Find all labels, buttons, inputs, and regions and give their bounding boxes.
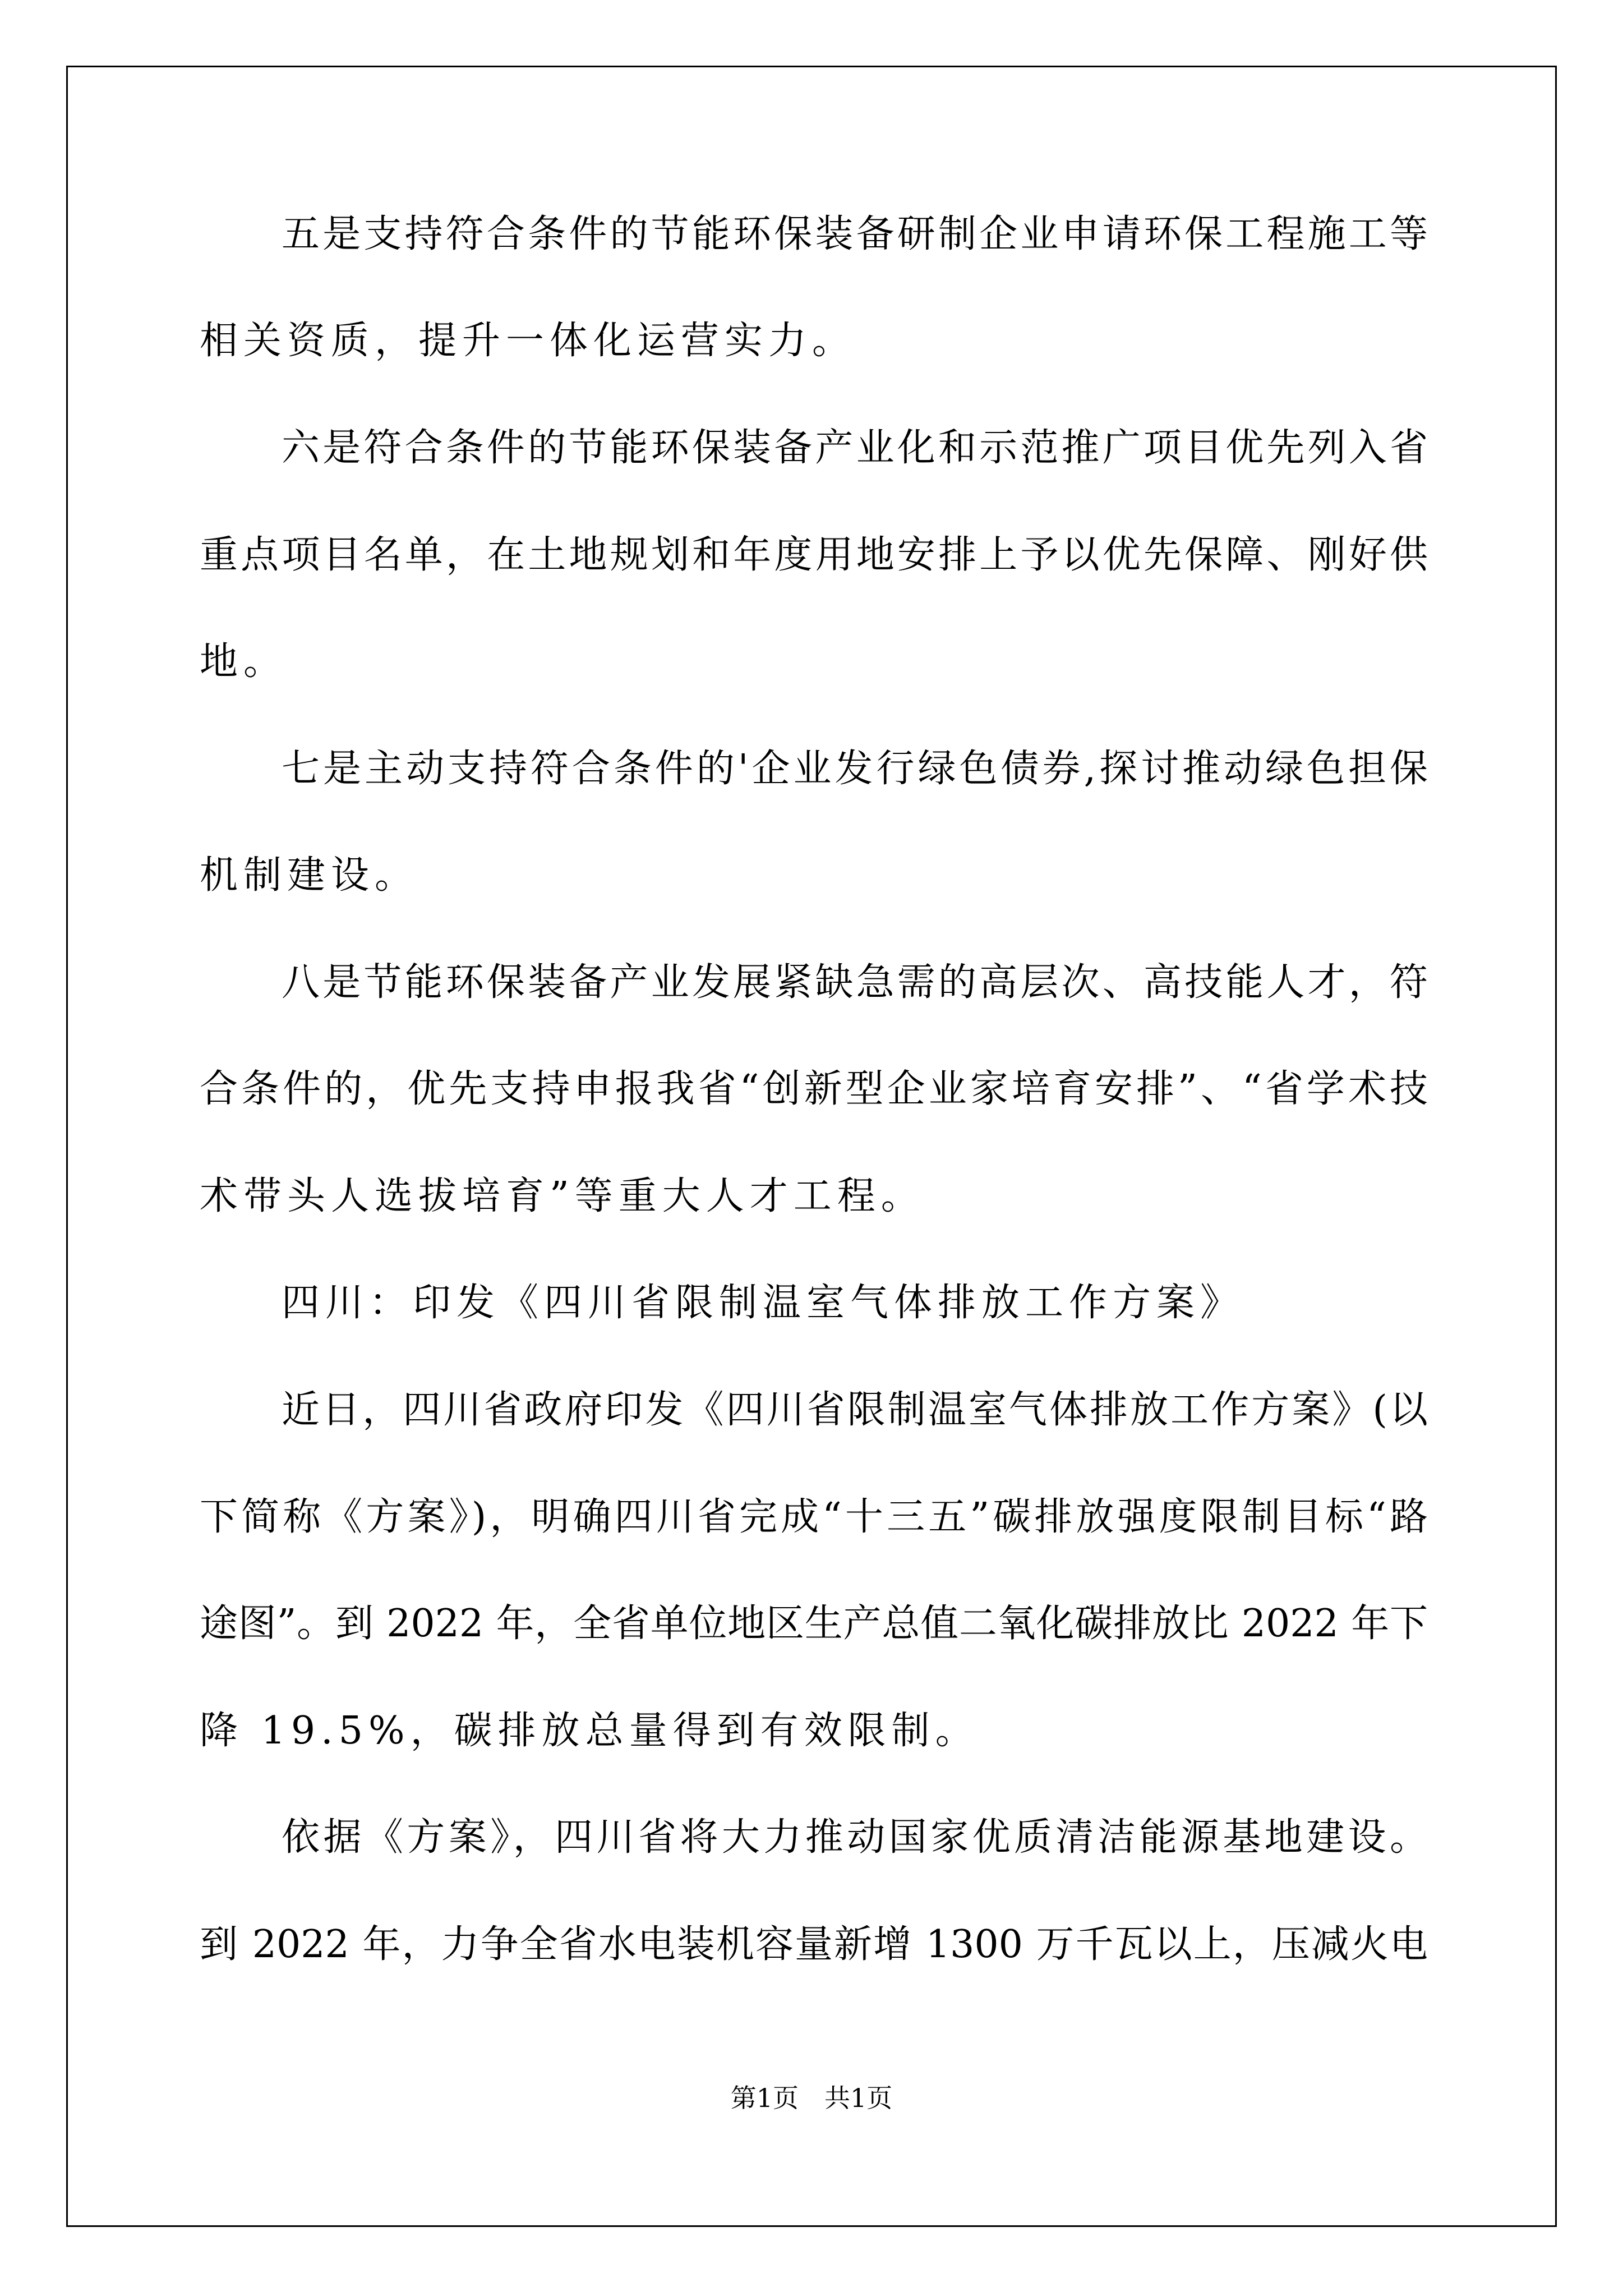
text-line: 术带头人选拔培育”等重大人才工程。	[200, 1174, 925, 1218]
text-line: 八是节能环保装备产业发展紧缺急需的高层次、高技能人才，符	[282, 960, 1428, 1005]
text-line: 近日，四川省政府印发《四川省限制温室气体排放工作方案》(以	[282, 1388, 1428, 1432]
text-line: 五是支持符合条件的节能环保装备研制企业申请环保工程施工等	[282, 212, 1428, 256]
text-line: 途图”。到 2022 年，全省单位地区生产总值二氧化碳排放比 2022 年下	[200, 1602, 1428, 1646]
page-footer: 第1页 共1页	[730, 2083, 893, 2113]
text-line: 降 19.5%，碳排放总量得到有效限制。	[200, 1709, 979, 1753]
text-line: 七是主动支持符合条件的'企业发行绿色债券,探讨推动绿色担保	[282, 747, 1428, 791]
page-border	[66, 66, 1557, 2227]
text-line: 合条件的，优先支持申报我省“创新型企业家培育安排”、“省学术技	[200, 1067, 1428, 1111]
text-line: 到 2022 年，力争全省水电装机容量新增 1300 万千瓦以上，压减火电	[200, 1922, 1428, 1967]
text-line: 相关资质，提升一体化运营实力。	[200, 319, 856, 363]
text-line: 依据《方案》，四川省将大力推动国家优质清洁能源基地建设。	[282, 1815, 1428, 1860]
text-line: 地。	[200, 639, 288, 684]
section-heading: 四川：印发《四川省限制温室气体排放工作方案》	[282, 1281, 1244, 1325]
text-line: 重点项目名单，在土地规划和年度用地安排上予以优先保障、刚好供	[200, 533, 1428, 577]
text-line: 六是符合条件的节能环保装备产业化和示范推广项目优先列入省	[282, 426, 1428, 470]
text-line: 机制建设。	[200, 853, 419, 898]
text-line: 下简称《方案》)，明确四川省完成“十三五”碳排放强度限制目标“路	[200, 1495, 1428, 1539]
